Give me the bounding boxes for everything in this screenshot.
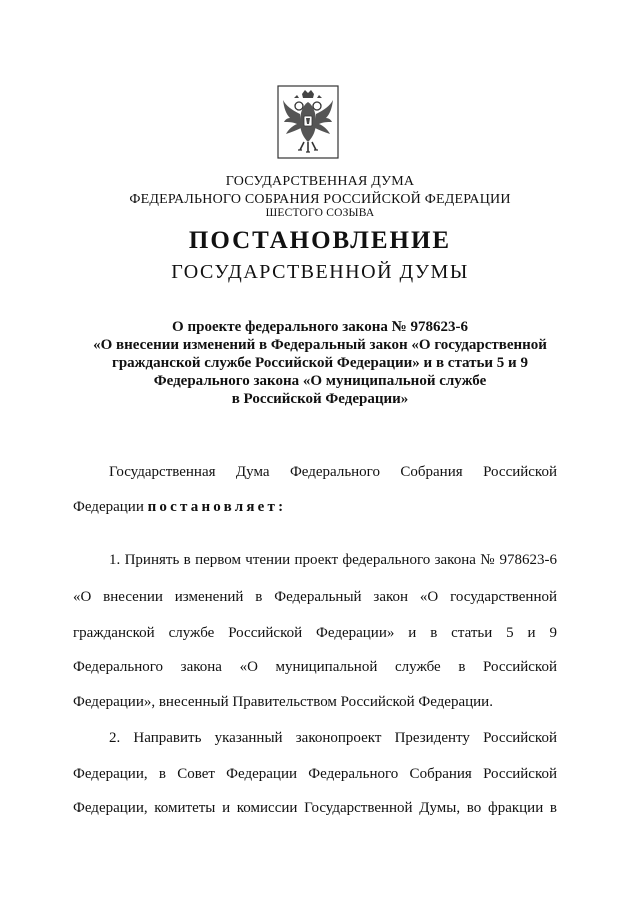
subject-line: гражданской службе Российской Федерации» и в статьи 5 и 9 [112, 355, 528, 371]
paragraph-line: гражданской службе Российской Федерации» и в статьи 5 и 9 [73, 625, 557, 641]
paragraph-line: 2. Направить указанный законопроект Президенту Российской [109, 730, 557, 746]
document-issuer-subtitle: ГОСУДАРСТВЕННОЙ ДУМЫ [171, 261, 469, 283]
paragraph-line: Федерального закона «О муниципальной службе в Российской [73, 659, 557, 675]
paragraph-line: «О внесении изменений в Федеральный закон «О государственной [73, 589, 557, 605]
paragraph-line: Федерации», внесенный Правительством Российской Федерации. [73, 694, 493, 710]
document-type-title: ПОСТАНОВЛЕНИЕ [188, 227, 452, 254]
subject-line: О проекте федерального закона № 978623-6 [172, 319, 468, 335]
preamble-resolves: постановляет: [147, 499, 287, 515]
subject-line: в Российской Федерации» [231, 391, 409, 407]
subject-line: Федерального закона «О муниципальной службе [153, 373, 487, 389]
preamble-line-2 [73, 500, 557, 515]
document-subject [60, 318, 580, 408]
org-name-line-2: ФЕДЕРАЛЬНОГО СОБРАНИЯ РОССИЙСКОЙ ФЕДЕРАЦИИ [129, 192, 511, 207]
convocation-line: ШЕСТОГО СОЗЫВА [265, 207, 375, 219]
paragraph-line: 1. Принять в первом чтении проект федерального закона № 978623-6 [109, 552, 557, 568]
paragraph-line: Федерации, в Совет Федерации Федерального Собрания Российской [73, 766, 557, 782]
russian-coat-of-arms-icon [276, 84, 340, 160]
paragraph-line: Федерации, комитеты и комиссии Государственной Думы, во фракции в [73, 800, 557, 816]
preamble-subject: Федерации [73, 499, 144, 515]
org-name-line-1: ГОСУДАРСТВЕННАЯ ДУМА [225, 174, 415, 189]
subject-line: «О внесении изменений в Федеральный закон «О государственной [93, 337, 547, 353]
preamble-line-1: Государственная Дума Федерального Собрания Российской [109, 464, 557, 480]
